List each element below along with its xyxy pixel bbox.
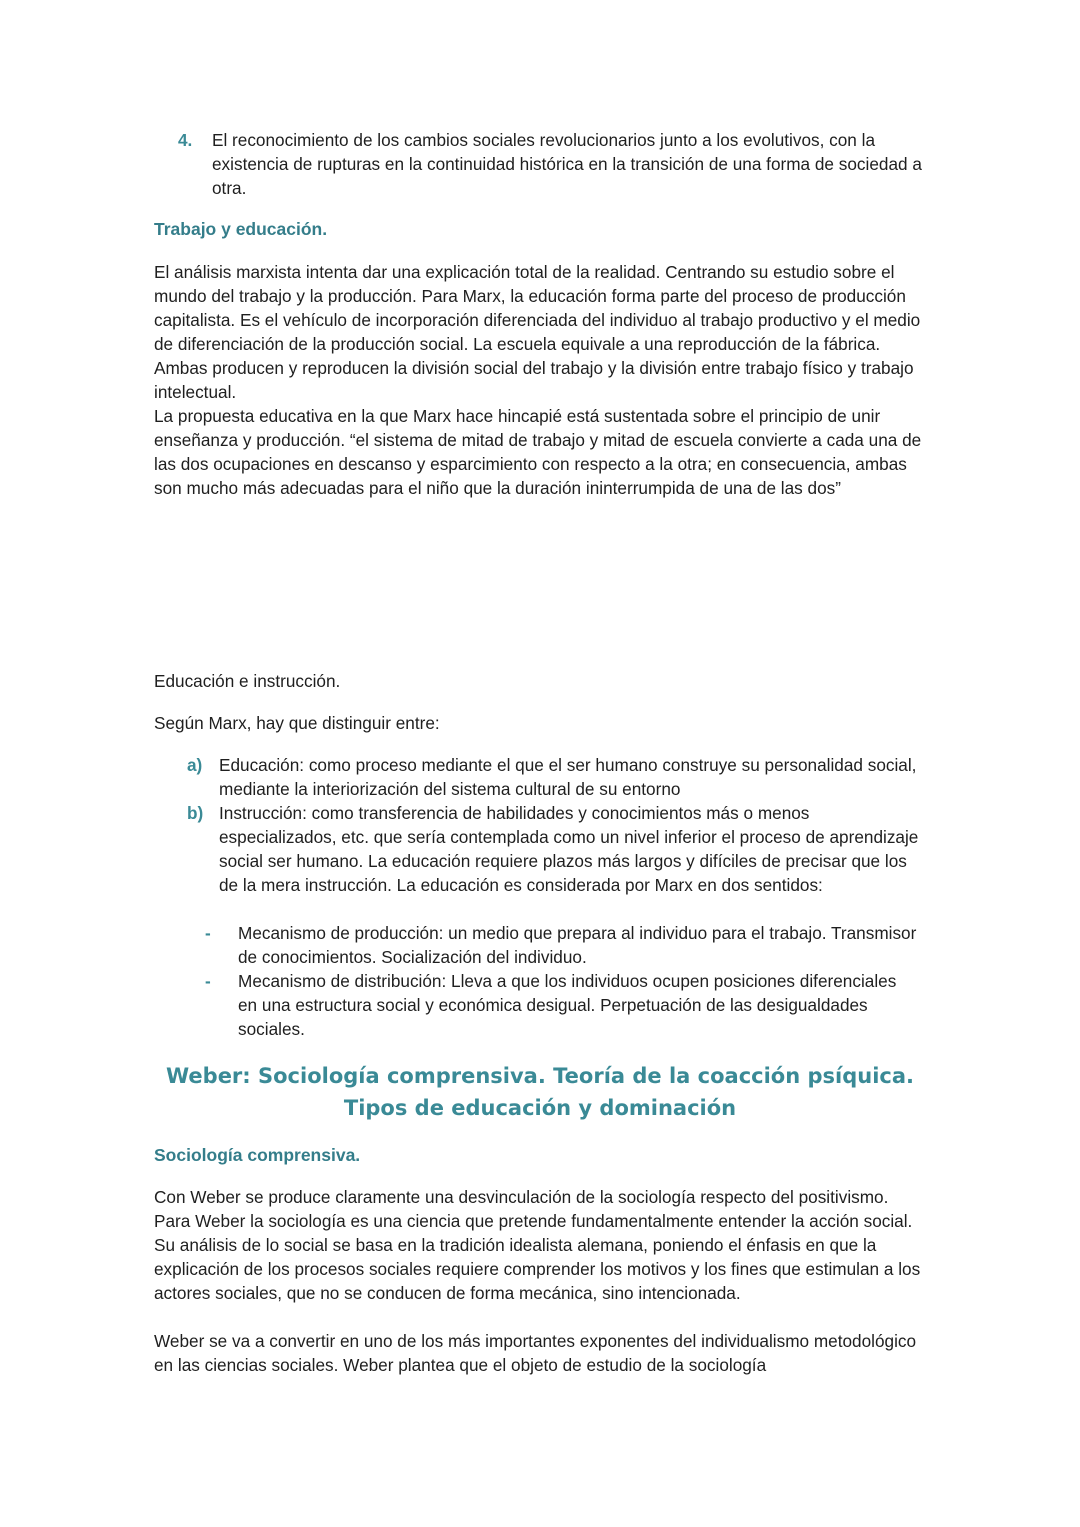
list-number: 4. <box>178 130 193 150</box>
list-item-text: Educación: como proceso mediante el que el ser humano construye su personalidad social, mediante la interiorización del sistema cultural de su entorno <box>219 755 917 799</box>
paragraph-weber-1: Con Weber se produce claramente una desvinculación de la sociología respecto del positivismo. Para Weber la sociología es una ciencia que pretende fundamentalmente entender la acción social. Su análisis de lo social se basa en la tradición idealista alemana, poniendo el énfasis en que la explicación de los procesos sociales requiere comprender los motivos y los fines que estimulan a los actores sociales, que no se conducen de forma mecánica, sino intencionada. <box>154 1187 921 1303</box>
list-item-text: Mecanismo de producción: un medio que prepara al individuo para el trabajo. Transmisor de conocimientos. Socialización del individuo. <box>238 923 917 967</box>
list-item-4 <box>0 128 1080 200</box>
paragraph-trabajo-2: La propuesta educativa en la que Marx hace hincapié está sustentada sobre el principio de unir enseñanza y producción. “el sistema de mitad de trabajo y mitad de escuela convierte a cada una de las dos ocupaciones en descanso y esparcimiento con respecto a la otra; en consecuencia, ambas son mucho más adecuadas para el niño que la duración ininterrumpida de una de las dos” <box>154 406 922 498</box>
dash-item-distribucion <box>0 969 1080 1041</box>
section-heading-trabajo: Trabajo y educación. <box>154 219 328 239</box>
list-marker-a: a) <box>187 755 203 775</box>
list-item-text: Mecanismo de distribución: Lleva a que los individuos ocupen posiciones diferenciales en una estructura social y económica desigual. Perpetuación de las desigualdades sociales. <box>238 971 897 1039</box>
section-title-weber: Weber: Sociología comprensiva. Teoría de la coacción psíquica. Tipos de educación y dominación <box>166 1064 914 1120</box>
paragraph-trabajo-1: El análisis marxista intenta dar una explicación total de la realidad. Centrando su estudio sobre el mundo del trabajo y la producción. Para Marx, la educación forma parte del proceso de producción capitalista. Es el vehículo de incorporación diferenciada del individuo al trabajo productivo y el medio de diferenciación de la producción social. La escuela equivale a una reproducción de la fábrica. Ambas producen y reproducen la división social del trabajo y la división entre trabajo físico y trabajo intelectual. <box>154 262 921 402</box>
list-item-text: El reconocimiento de los cambios sociales revolucionarios junto a los evolutivos, con la existencia de rupturas en la continuidad histórica en la transición de una forma de sociedad a otra. <box>212 130 922 198</box>
dash-marker: - <box>205 923 211 943</box>
list-item-b <box>0 801 1080 921</box>
paragraph-educacion-intro: Según Marx, hay que distinguir entre: <box>154 713 440 733</box>
dash-item-produccion <box>0 921 1080 969</box>
list-item-a <box>0 753 1080 801</box>
section-heading-educacion: Educación e instrucción. <box>154 671 341 691</box>
paragraph-weber-2: Weber se va a convertir en uno de los más importantes exponentes del individualismo metodológico en las ciencias sociales. Weber plantea que el objeto de estudio de la sociología <box>154 1331 917 1375</box>
list-marker-b: b) <box>187 803 204 823</box>
section-heading-sociologia: Sociología comprensiva. <box>154 1145 361 1165</box>
dash-marker: - <box>205 971 211 991</box>
list-item-text: Instrucción: como transferencia de habilidades y conocimientos más o menos especializados, etc. que sería contemplada como un nivel inferior el proceso de aprendizaje social ser humano. La educación requiere plazos más largos y difíciles de precisar que los de la mera instrucción. La educación es considerada por Marx en dos sentidos: <box>219 803 919 895</box>
